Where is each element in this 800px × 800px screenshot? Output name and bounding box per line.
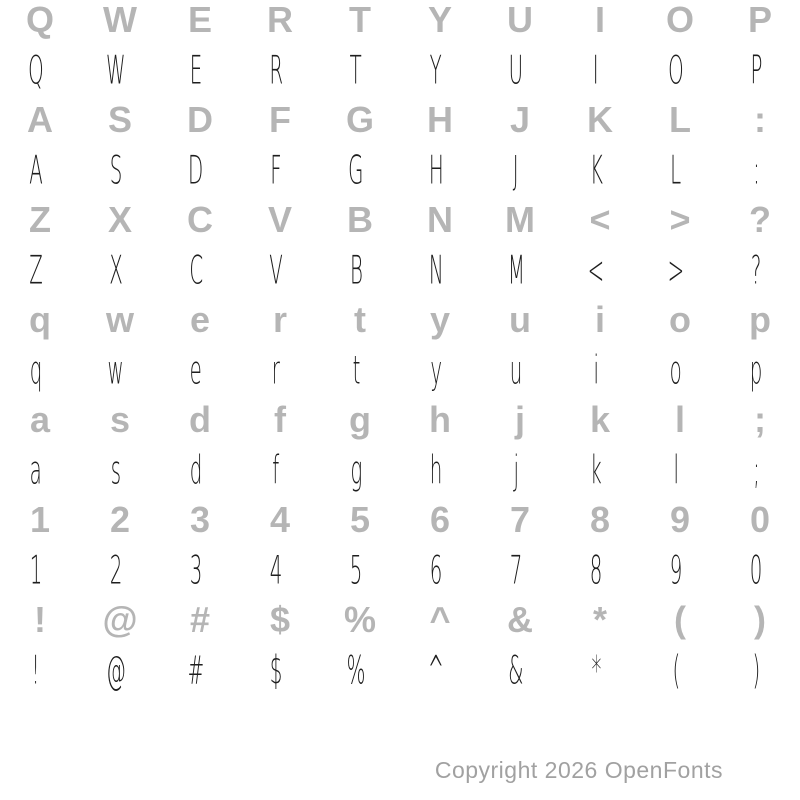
- glyph-cell: [560, 347, 640, 400]
- glyph-sample: e: [189, 347, 203, 393]
- glyph-reference: 9: [669, 499, 691, 540]
- glyph-reference: g: [349, 399, 371, 440]
- glyph-cell: [640, 647, 720, 700]
- glyph-sample: T: [349, 47, 363, 93]
- glyph-reference: @: [102, 599, 138, 640]
- glyph-cell: [0, 447, 80, 500]
- glyph-reference: !: [34, 599, 46, 640]
- glyph-reference: 5: [349, 499, 371, 540]
- glyph-sample: r: [271, 347, 281, 393]
- glyph-reference: *: [592, 599, 607, 640]
- glyph-cell: [160, 300, 240, 350]
- glyph-reference: T: [349, 0, 371, 40]
- glyph-cell: [240, 47, 320, 100]
- glyph-sample: O: [668, 47, 684, 93]
- glyph-reference: f: [274, 399, 286, 440]
- glyph-sample: Q: [28, 47, 44, 93]
- glyph-sample: P: [750, 47, 762, 93]
- glyph-reference: P: [747, 0, 772, 40]
- glyph-sample: J: [513, 147, 519, 193]
- glyph-cell: [0, 300, 80, 350]
- glyph-cell: [240, 500, 320, 550]
- glyph-sample: S: [109, 147, 123, 193]
- glyph-cell: [0, 647, 80, 700]
- glyph-reference: B: [347, 199, 373, 240]
- glyph-reference: %: [343, 599, 376, 640]
- glyph-sample: ;: [752, 447, 760, 493]
- glyph-reference: >: [669, 199, 691, 240]
- glyph-cell: [640, 347, 720, 400]
- glyph-cell: [640, 0, 720, 50]
- glyph-reference: :: [754, 99, 766, 140]
- glyph-cell: [480, 500, 560, 550]
- glyph-reference: C: [187, 199, 213, 240]
- glyph-cell: [320, 247, 400, 300]
- glyph-cell: [640, 547, 720, 600]
- glyph-cell: [400, 200, 480, 250]
- glyph-sample: G: [348, 147, 364, 193]
- glyph-cell: [160, 147, 240, 200]
- glyph-cell: [720, 47, 800, 100]
- glyph-cell: [400, 47, 480, 100]
- glyph-cell: [80, 347, 160, 400]
- glyph-cell: [320, 47, 400, 100]
- glyph-cell: [160, 347, 240, 400]
- glyph-reference: ): [754, 599, 766, 640]
- specimen-row-sample-9: [0, 447, 800, 500]
- glyph-cell: [0, 547, 80, 600]
- glyph-cell: [560, 647, 640, 700]
- glyph-sample: u: [509, 347, 523, 393]
- glyph-cell: [400, 547, 480, 600]
- glyph-sample: 7: [509, 547, 523, 593]
- glyph-reference: U: [507, 0, 533, 40]
- glyph-cell: [720, 547, 800, 600]
- glyph-cell: [560, 200, 640, 250]
- glyph-cell: [560, 147, 640, 200]
- glyph-sample: o: [669, 347, 683, 393]
- glyph-sample: >: [667, 247, 685, 293]
- specimen-row-sample-1: [0, 47, 800, 100]
- glyph-cell: [80, 500, 160, 550]
- glyph-cell: [480, 200, 560, 250]
- glyph-cell: [640, 100, 720, 150]
- glyph-sample: w: [107, 347, 125, 393]
- glyph-cell: [320, 500, 400, 550]
- glyph-reference: r: [272, 299, 287, 340]
- glyph-reference: Q: [25, 0, 54, 40]
- glyph-cell: [560, 247, 640, 300]
- glyph-cell: [160, 600, 240, 650]
- glyph-reference: W: [103, 0, 137, 40]
- glyph-sample: 6: [429, 547, 443, 593]
- glyph-cell: [160, 647, 240, 700]
- specimen-row-reference-6: [0, 300, 800, 350]
- copyright-text: Copyright 2026 OpenFonts: [434, 757, 723, 783]
- glyph-sample: !: [32, 647, 40, 693]
- glyph-sample: 0: [749, 547, 763, 593]
- glyph-cell: [240, 247, 320, 300]
- glyph-reference: h: [429, 399, 451, 440]
- glyph-reference: t: [354, 299, 366, 340]
- glyph-reference: ?: [749, 199, 771, 240]
- glyph-reference: i: [594, 299, 605, 340]
- glyph-reference: Y: [427, 0, 452, 40]
- glyph-sample: l: [673, 447, 679, 493]
- glyph-reference: H: [427, 99, 453, 140]
- glyph-cell: [240, 147, 320, 200]
- glyph-cell: [480, 0, 560, 50]
- glyph-cell: [640, 300, 720, 350]
- glyph-cell: [240, 200, 320, 250]
- glyph-sample: 9: [669, 547, 683, 593]
- glyph-cell: [80, 147, 160, 200]
- glyph-sample: k: [590, 447, 602, 493]
- glyph-reference: 6: [429, 499, 451, 540]
- glyph-sample: #: [187, 647, 205, 693]
- glyph-reference: <: [589, 199, 611, 240]
- glyph-cell: [0, 0, 80, 50]
- glyph-cell: [400, 147, 480, 200]
- specimen-row-reference-0: [0, 0, 800, 50]
- glyph-cell: [240, 600, 320, 650]
- glyph-cell: [400, 300, 480, 350]
- glyph-reference: y: [429, 299, 451, 340]
- glyph-sample: p: [749, 347, 763, 393]
- glyph-cell: [240, 100, 320, 150]
- glyph-cell: [560, 100, 640, 150]
- glyph-reference: 2: [109, 499, 131, 540]
- glyph-sample: 5: [349, 547, 363, 593]
- glyph-reference: p: [749, 299, 771, 340]
- glyph-sample: I: [593, 47, 599, 93]
- glyph-cell: [400, 400, 480, 450]
- glyph-cell: [480, 647, 560, 700]
- glyph-reference: X: [107, 199, 132, 240]
- glyph-reference: $: [269, 599, 291, 640]
- glyph-reference: F: [269, 99, 291, 140]
- glyph-sample: h: [429, 447, 443, 493]
- glyph-reference: S: [107, 99, 132, 140]
- glyph-cell: [320, 147, 400, 200]
- glyph-cell: [0, 347, 80, 400]
- glyph-reference: ;: [754, 399, 766, 440]
- glyph-sample: H: [428, 147, 444, 193]
- glyph-reference: 4: [269, 499, 291, 540]
- glyph-cell: [640, 500, 720, 550]
- glyph-cell: [640, 447, 720, 500]
- glyph-sample: L: [670, 147, 682, 193]
- glyph-reference: N: [427, 199, 453, 240]
- glyph-reference: G: [345, 99, 374, 140]
- glyph-cell: [80, 200, 160, 250]
- glyph-sample: X: [109, 247, 123, 293]
- glyph-reference: (: [674, 599, 686, 640]
- glyph-cell: [720, 600, 800, 650]
- glyph-sample: A: [29, 147, 43, 193]
- glyph-sample: <: [587, 247, 605, 293]
- glyph-reference: d: [189, 399, 211, 440]
- glyph-cell: [80, 300, 160, 350]
- glyph-cell: [0, 500, 80, 550]
- glyph-cell: [720, 500, 800, 550]
- glyph-cell: [640, 200, 720, 250]
- glyph-sample: g: [350, 447, 362, 493]
- glyph-reference: E: [187, 0, 212, 40]
- glyph-sample: %: [346, 647, 366, 693]
- glyph-sample: 2: [109, 547, 123, 593]
- glyph-reference: j: [514, 399, 525, 440]
- specimen-row-sample-11: [0, 547, 800, 600]
- glyph-sample: d: [189, 447, 203, 493]
- glyph-cell: [400, 100, 480, 150]
- glyph-cell: [480, 400, 560, 450]
- glyph-cell: [160, 100, 240, 150]
- glyph-sample: f: [272, 447, 280, 493]
- glyph-cell: [80, 600, 160, 650]
- glyph-reference: R: [267, 0, 293, 40]
- glyph-sample: $: [269, 647, 283, 693]
- glyph-sample: D: [188, 147, 204, 193]
- glyph-cell: [480, 447, 560, 500]
- glyph-cell: [320, 447, 400, 500]
- glyph-reference: M: [505, 199, 535, 240]
- glyph-cell: [480, 147, 560, 200]
- glyph-cell: [400, 647, 480, 700]
- glyph-reference: V: [267, 199, 292, 240]
- glyph-cell: [720, 647, 800, 700]
- glyph-sample: U: [508, 47, 524, 93]
- specimen-row-reference-10: [0, 500, 800, 550]
- glyph-cell: [80, 47, 160, 100]
- glyph-reference: &: [507, 599, 533, 640]
- glyph-cell: [320, 200, 400, 250]
- glyph-cell: [480, 300, 560, 350]
- glyph-cell: [80, 400, 160, 450]
- glyph-cell: [160, 400, 240, 450]
- glyph-cell: [80, 247, 160, 300]
- glyph-cell: [80, 547, 160, 600]
- glyph-cell: [560, 400, 640, 450]
- glyph-cell: [640, 247, 720, 300]
- glyph-sample: E: [189, 47, 203, 93]
- glyph-sample: (: [672, 647, 680, 693]
- specimen-row-sample-7: [0, 347, 800, 400]
- glyph-cell: [320, 300, 400, 350]
- glyph-cell: [320, 600, 400, 650]
- glyph-cell: [720, 100, 800, 150]
- glyph-reference: 7: [509, 499, 531, 540]
- glyph-cell: [0, 100, 80, 150]
- glyph-cell: [480, 247, 560, 300]
- glyph-cell: [80, 447, 160, 500]
- glyph-sample: @: [106, 647, 126, 693]
- glyph-cell: [0, 247, 80, 300]
- glyph-cell: [480, 47, 560, 100]
- glyph-sample: i: [593, 347, 599, 393]
- glyph-cell: [0, 147, 80, 200]
- specimen-row-sample-3: [0, 147, 800, 200]
- glyph-reference: A: [27, 99, 53, 140]
- glyph-sample: a: [29, 447, 43, 493]
- glyph-cell: [320, 400, 400, 450]
- glyph-sample: N: [428, 247, 444, 293]
- glyph-reference: l: [674, 399, 685, 440]
- glyph-cell: [640, 600, 720, 650]
- glyph-cell: [720, 247, 800, 300]
- glyph-cell: [240, 400, 320, 450]
- glyph-reference: 1: [29, 499, 51, 540]
- glyph-cell: [160, 547, 240, 600]
- glyph-reference: I: [594, 0, 605, 40]
- glyph-sample: y: [430, 347, 442, 393]
- glyph-reference: q: [29, 299, 51, 340]
- glyph-cell: [160, 247, 240, 300]
- glyph-cell: [400, 500, 480, 550]
- glyph-sample: W: [106, 47, 126, 93]
- glyph-cell: [160, 200, 240, 250]
- glyph-cell: [80, 0, 160, 50]
- glyph-sample: Z: [29, 247, 43, 293]
- glyph-reference: L: [669, 99, 691, 140]
- glyph-sample: 3: [189, 547, 203, 593]
- glyph-cell: [240, 347, 320, 400]
- glyph-cell: [720, 400, 800, 450]
- glyph-cell: [160, 500, 240, 550]
- glyph-cell: [640, 147, 720, 200]
- glyph-reference: e: [189, 299, 211, 340]
- glyph-cell: [320, 100, 400, 150]
- glyph-cell: [560, 600, 640, 650]
- glyph-cell: [240, 0, 320, 50]
- glyph-sample: j: [513, 447, 519, 493]
- glyph-cell: [640, 47, 720, 100]
- glyph-cell: [400, 447, 480, 500]
- glyph-cell: [560, 547, 640, 600]
- glyph-reference: k: [589, 399, 611, 440]
- glyph-cell: [480, 100, 560, 150]
- glyph-cell: [320, 0, 400, 50]
- glyph-cell: [320, 547, 400, 600]
- glyph-sample: t: [352, 347, 360, 393]
- glyph-cell: [560, 300, 640, 350]
- glyph-reference: J: [509, 99, 531, 140]
- glyph-cell: [720, 300, 800, 350]
- glyph-cell: [160, 447, 240, 500]
- glyph-reference: s: [109, 399, 131, 440]
- glyph-sample: 8: [589, 547, 603, 593]
- glyph-sample: &: [508, 647, 524, 693]
- glyph-cell: [240, 447, 320, 500]
- glyph-sample: *: [591, 647, 601, 693]
- specimen-row-reference-4: [0, 200, 800, 250]
- glyph-reference: 3: [189, 499, 211, 540]
- glyph-sample: q: [29, 347, 43, 393]
- glyph-sample: ^: [427, 647, 445, 693]
- glyph-cell: [400, 347, 480, 400]
- glyph-cell: [400, 0, 480, 50]
- specimen-row-sample-13: [0, 647, 800, 700]
- glyph-cell: [240, 300, 320, 350]
- glyph-sample: F: [270, 147, 282, 193]
- glyph-cell: [320, 347, 400, 400]
- glyph-sample: Y: [429, 47, 443, 93]
- glyph-sample: B: [349, 247, 363, 293]
- specimen-row-reference-8: [0, 400, 800, 450]
- specimen-row-reference-12: [0, 600, 800, 650]
- glyph-cell: [0, 200, 80, 250]
- glyph-reference: 0: [749, 499, 771, 540]
- glyph-cell: [160, 0, 240, 50]
- glyph-cell: [720, 147, 800, 200]
- glyph-sample: M: [507, 247, 525, 293]
- glyph-cell: [240, 647, 320, 700]
- glyph-cell: [560, 47, 640, 100]
- glyph-cell: [240, 547, 320, 600]
- glyph-sample: 1: [29, 547, 43, 593]
- glyph-cell: [400, 247, 480, 300]
- glyph-reference: u: [509, 299, 531, 340]
- glyph-reference: o: [669, 299, 691, 340]
- glyph-cell: [80, 100, 160, 150]
- glyph-reference: #: [189, 599, 211, 640]
- glyph-cell: [80, 647, 160, 700]
- glyph-reference: D: [187, 99, 213, 140]
- glyph-cell: [320, 647, 400, 700]
- glyph-reference: 8: [589, 499, 611, 540]
- glyph-sample: :: [752, 147, 760, 193]
- glyph-reference: w: [105, 299, 134, 340]
- glyph-sample: s: [110, 447, 122, 493]
- glyph-cell: [480, 547, 560, 600]
- glyph-cell: [0, 400, 80, 450]
- glyph-cell: [720, 347, 800, 400]
- glyph-cell: [480, 600, 560, 650]
- glyph-cell: [480, 347, 560, 400]
- specimen-row-reference-2: [0, 100, 800, 150]
- glyph-cell: [0, 600, 80, 650]
- glyph-cell: [160, 47, 240, 100]
- glyph-cell: [0, 47, 80, 100]
- glyph-reference: ^: [429, 599, 451, 640]
- glyph-cell: [400, 600, 480, 650]
- glyph-cell: [720, 200, 800, 250]
- specimen-row-sample-5: [0, 247, 800, 300]
- glyph-cell: [720, 447, 800, 500]
- glyph-cell: [640, 400, 720, 450]
- glyph-sample: 4: [269, 547, 283, 593]
- glyph-reference: K: [587, 99, 613, 140]
- glyph-reference: Z: [29, 199, 51, 240]
- glyph-sample: C: [189, 247, 203, 293]
- glyph-sample: ): [752, 647, 760, 693]
- glyph-sample: K: [589, 147, 603, 193]
- glyph-sample: R: [269, 47, 283, 93]
- glyph-cell: [560, 0, 640, 50]
- glyph-sample: V: [269, 247, 283, 293]
- glyph-cell: [560, 447, 640, 500]
- glyph-cell: [720, 0, 800, 50]
- glyph-cell: [560, 500, 640, 550]
- glyph-reference: a: [29, 399, 51, 440]
- glyph-sample: ?: [750, 247, 762, 293]
- glyph-reference: O: [665, 0, 694, 40]
